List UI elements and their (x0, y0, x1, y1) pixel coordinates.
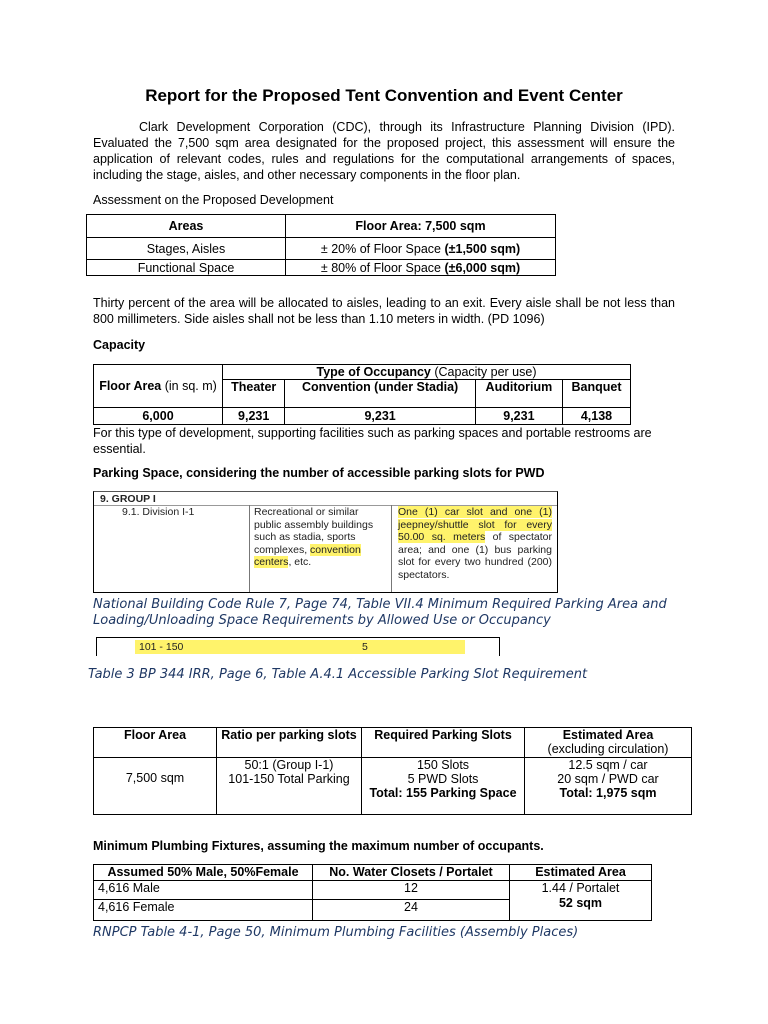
plumbing-table (93, 864, 652, 921)
table-row (94, 881, 652, 900)
ratio-value: 50:1 (Group I-1) 101-150 Total Parking (217, 758, 362, 815)
page-title: Report for the Proposed Tent Convention and Event Center (145, 86, 623, 105)
bp344-range: 101 - 150 (139, 641, 184, 653)
table-cell: 4,138 (562, 408, 630, 425)
bp344-excerpt-image (96, 637, 500, 656)
plumbing-area-value: 1.44 / Portalet 52 sqm (510, 881, 652, 921)
intro-paragraph: Clark Development Corporation (CDC), through its Infrastructure Planning Division (IPD). Evaluated the 7,500 sqm area designated for the proposed project, this assessment will ensure the application of relevant codes, rules and regulations for the computational arrangements of spaces, including the stage, aisles, and other necessary components in the floor plan. (93, 120, 675, 182)
column-header: Auditorium (475, 380, 562, 408)
capacity-floor-area-header: Floor Area (in sq. m) (94, 365, 223, 408)
nbc-excerpt-image (93, 491, 558, 593)
nbc-requirement: One (1) car slot and one (1) jeepney/shuttle slot for every 50.00 sq. meters of spectator area; and one (1) bus parking slot for every two hundred (200) spectators. (398, 506, 552, 581)
plumbing-area-header: Estimated Area (510, 865, 652, 881)
occupants-value: 4,616 Male (94, 881, 313, 900)
parking-table (93, 727, 692, 815)
assessment-label: Assessment on the Proposed Development (93, 193, 334, 207)
nbc-group: 9. GROUP I (100, 493, 156, 505)
facilities-paragraph: For this type of development, supporting facilities such as parking spaces and portable restrooms are essential. (93, 426, 652, 456)
aisle-paragraph: Thirty percent of the area will be allocated to aisles, leading to an exit. Every aisle shall be not less than 800 millimeters. Side aisles shall not be less than 1.10 meters in width. (PD 1096) (93, 296, 675, 326)
required-slots-value: 150 Slots 5 PWD Slots Total: 155 Parking Space (362, 758, 525, 815)
occupants-value: 4,616 Female (94, 900, 313, 921)
plumbing-caption: RNPCP Table 4-1, Page 50, Minimum Plumbing Facilities (Assembly Places) (93, 925, 579, 940)
parking-label: Parking Space, considering the number of accessible parking slots for PWD (93, 466, 545, 480)
ratio-header: Ratio per parking slots (217, 728, 362, 758)
capacity-table (93, 364, 631, 425)
area-name: Functional Space (87, 260, 286, 276)
required-slots-header: Required Parking Slots (362, 728, 525, 758)
bp344-caption: Table 3 BP 344 IRR, Page 6, Table A.4.1 Accessible Parking Slot Requirement (88, 667, 588, 682)
nbc-caption: National Building Code Rule 7, Page 74, Table VII.4 Minimum Required Parking Area and Loading/Unloading Space Requirements by Allowed Use or Occupancy (93, 597, 667, 628)
table-row (87, 260, 556, 276)
estimated-area-value: 12.5 sqm / car 20 sqm / PWD car Total: 1,975 sqm (525, 758, 692, 815)
column-header: Banquet (562, 380, 630, 408)
table-cell: 9,231 (223, 408, 285, 425)
closets-value: 12 (313, 881, 510, 900)
floor-area-header: Floor Area: 7,500 sqm (286, 215, 556, 238)
closets-value: 24 (313, 900, 510, 921)
nbc-division: 9.1. Division I-1 (122, 506, 195, 518)
table-row (94, 408, 631, 425)
areas-header: Areas (87, 215, 286, 238)
table-cell: 9,231 (475, 408, 562, 425)
area-value: ± 20% of Floor Space (±1,500 sqm) (286, 238, 556, 260)
floor-area-value: 7,500 sqm (94, 758, 217, 815)
areas-table (86, 214, 556, 276)
occupants-header: Assumed 50% Male, 50%Female (94, 865, 313, 881)
column-header: Convention (under Stadia) (285, 380, 475, 408)
nbc-use-description: Recreational or similar public assembly buildings such as stadia, sports complexes, convention centers, etc. (254, 506, 374, 568)
estimated-area-header: Estimated Area (excluding circulation) (525, 728, 692, 758)
table-row (87, 238, 556, 260)
table-cell: 6,000 (94, 408, 223, 425)
capacity-label: Capacity (93, 338, 146, 352)
area-name: Stages, Aisles (87, 238, 286, 260)
table-row (94, 758, 692, 815)
occupancy-header: Type of Occupancy (Capacity per use) (223, 365, 631, 380)
column-header: Theater (223, 380, 285, 408)
table-cell: 9,231 (285, 408, 475, 425)
floor-area-header: Floor Area (94, 728, 217, 758)
bp344-slots: 5 (362, 641, 368, 653)
closets-header: No. Water Closets / Portalet (313, 865, 510, 881)
plumbing-label: Minimum Plumbing Fixtures, assuming the maximum number of occupants. (93, 839, 544, 853)
area-value: ± 80% of Floor Space (±6,000 sqm) (286, 260, 556, 276)
